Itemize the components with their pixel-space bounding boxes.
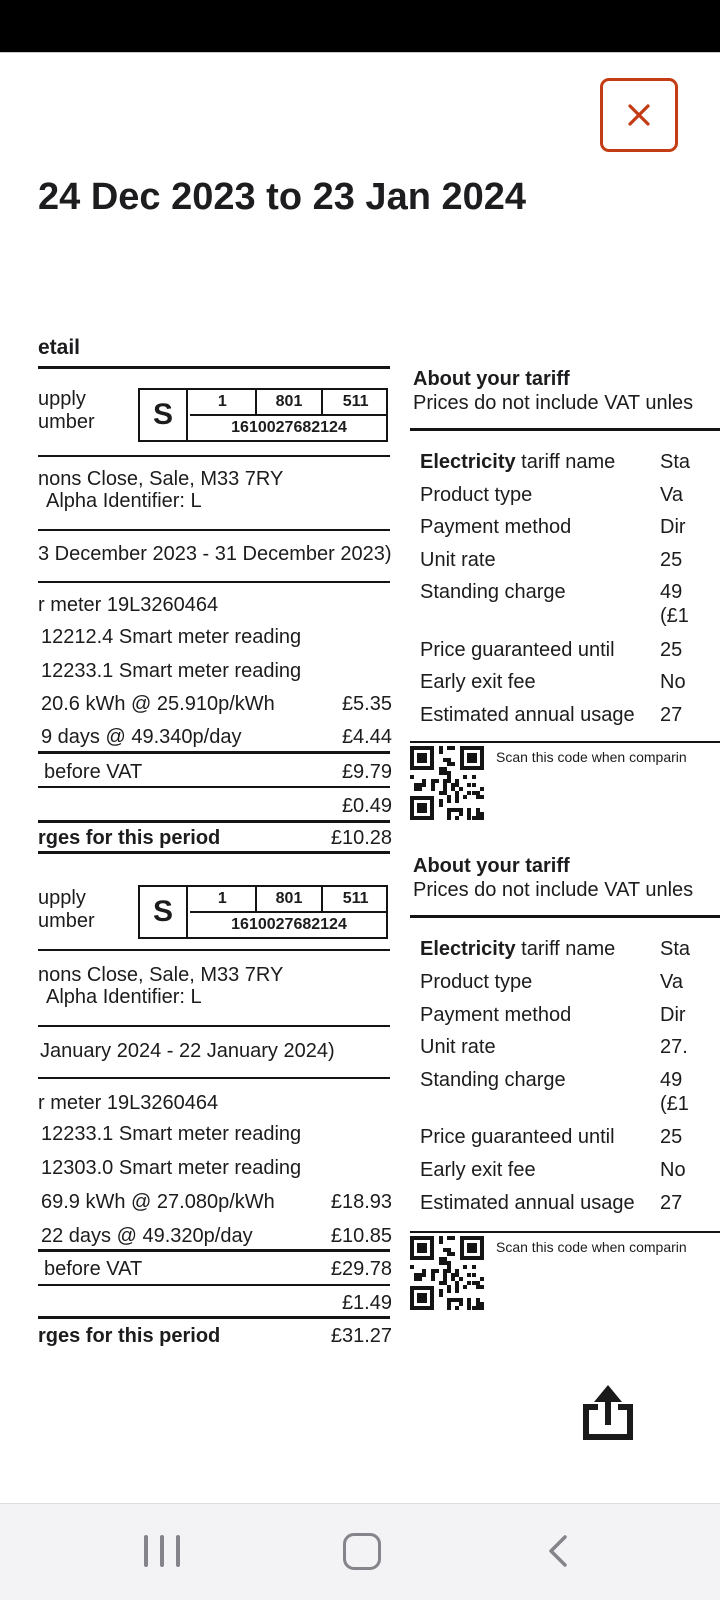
address-line: nons Close, Sale, M33 7RY: [38, 468, 284, 490]
qr-finder: [460, 746, 484, 770]
tariff-subheading: Prices do not include VAT unles: [413, 879, 694, 901]
total-label: rges for this period: [38, 827, 221, 849]
back-button[interactable]: [546, 1534, 570, 1568]
before-vat-amount: £9.79: [341, 761, 392, 783]
qr-finder: [410, 1236, 434, 1260]
supply-number-label: umber: [38, 411, 95, 433]
tariff-row-value: 25: [660, 639, 683, 661]
total-amount: £10.28: [330, 827, 392, 849]
tariff-row-label-rest: tariff name: [515, 938, 616, 960]
supply-number-label: upply: [38, 388, 86, 410]
tariff-row-label: Early exit fee: [420, 1159, 536, 1181]
supply-number-label: umber: [38, 910, 95, 932]
tariff-row-value: 49: [660, 581, 683, 603]
tariff-row-label: Unit rate: [420, 1036, 496, 1058]
qr-caption: Scan this code when comparin: [496, 1239, 687, 1255]
close-icon: [624, 100, 654, 130]
tariff-heading: About your tariff: [413, 368, 570, 390]
qr-finder: [410, 746, 434, 770]
tariff-row-label: Standing charge: [420, 581, 566, 603]
tariff-row-label: Estimated annual usage: [420, 704, 635, 726]
tariff-row-label: Standing charge: [420, 1069, 566, 1091]
tariff-row-label: Payment method: [420, 516, 572, 538]
tariff-row-label-bold: Electricity: [420, 938, 516, 960]
vat-amount: £1.49: [341, 1292, 392, 1314]
divider: [38, 786, 390, 788]
qr-finder: [410, 1286, 434, 1310]
vat-amount: £0.49: [341, 795, 392, 817]
divider: [38, 1249, 390, 1252]
divider: [38, 949, 390, 951]
divider: [38, 529, 390, 531]
tariff-row-label: Unit rate: [420, 549, 496, 571]
address-line: Alpha Identifier: L: [46, 986, 202, 1008]
divider: [410, 915, 720, 918]
before-vat-label: before VAT: [44, 761, 143, 783]
meter-reading: 12233.1 Smart meter reading: [41, 1123, 302, 1145]
meter-reading: 12303.0 Smart meter reading: [41, 1157, 302, 1179]
meter-reading: 12233.1 Smart meter reading: [41, 660, 302, 682]
mpan-serial: 1610027682124: [231, 419, 347, 436]
tariff-row-value: (£1: [660, 1093, 689, 1115]
tariff-row-label: Payment method: [420, 1004, 572, 1026]
mpan-cell: 1: [190, 390, 257, 414]
usage-row-label: 9 days @ 49.340p/day: [41, 726, 242, 748]
meter-line: r meter 19L3260464: [38, 594, 219, 616]
mpan-cell: 801: [257, 887, 324, 911]
divider: [38, 751, 390, 754]
usage-row-amount: £10.85: [330, 1225, 392, 1247]
mpan-cell: 1: [190, 887, 257, 911]
divider: [38, 581, 390, 583]
supply-number-label: upply: [38, 887, 86, 909]
divider: [38, 1316, 390, 1319]
tariff-row-value: (£1: [660, 605, 689, 627]
tariff-row-label: Price guaranteed until: [420, 639, 615, 661]
address-line: nons Close, Sale, M33 7RY: [38, 964, 284, 986]
tariff-subheading: Prices do not include VAT unles: [413, 392, 694, 414]
mpan-table: [138, 388, 388, 442]
meter-line: r meter 19L3260464: [38, 1092, 219, 1114]
tariff-row-value: 49: [660, 1069, 683, 1091]
divider: [38, 366, 390, 369]
tariff-row-value: Va: [660, 971, 683, 993]
tariff-row-label: [420, 450, 615, 474]
qr-caption: Scan this code when comparin: [496, 749, 687, 765]
home-button[interactable]: [343, 1533, 381, 1570]
qr-code: [410, 1236, 484, 1310]
mpan-cell: 801: [257, 390, 324, 414]
billing-period: 3 December 2023 - 31 December 2023): [38, 543, 392, 565]
usage-row-amount: £5.35: [341, 693, 392, 715]
tariff-row-value: No: [660, 1159, 686, 1181]
tariff-row-label: Early exit fee: [420, 671, 536, 693]
tariff-row-value: 27.: [660, 1036, 688, 1058]
usage-row-label: 20.6 kWh @ 25.910p/kWh: [41, 693, 275, 715]
total-amount: £31.27: [330, 1325, 392, 1347]
divider: [410, 741, 720, 743]
mpan-cell: 511: [342, 393, 369, 410]
section-heading: etail: [38, 336, 81, 359]
billing-period: January 2024 - 22 January 2024): [40, 1040, 335, 1062]
page-title: 24 Dec 2023 to 23 Jan 2024: [38, 176, 527, 218]
before-vat-amount: £29.78: [330, 1258, 392, 1280]
tariff-row-value: Sta: [660, 451, 691, 473]
tariff-row-value: 25: [660, 549, 683, 571]
divider: [38, 820, 390, 823]
recents-icon: [144, 1535, 148, 1567]
divider: [38, 1077, 390, 1079]
divider: [38, 851, 390, 854]
usage-row-amount: £18.93: [330, 1191, 392, 1213]
mpan-table: [138, 885, 388, 939]
tariff-row-value: 25: [660, 1126, 683, 1148]
total-label: rges for this period: [38, 1325, 221, 1347]
usage-row-label: 22 days @ 49.320p/day: [41, 1225, 253, 1247]
tariff-heading: About your tariff: [413, 855, 570, 877]
divider: [38, 1284, 390, 1286]
share-icon: [578, 1383, 638, 1443]
mpan-s: S: [140, 887, 188, 937]
usage-row-label: 69.9 kWh @ 27.080p/kWh: [41, 1191, 275, 1213]
recents-button[interactable]: [144, 1535, 180, 1567]
divider: [38, 455, 390, 457]
tariff-row-label-rest: tariff name: [515, 451, 616, 473]
tariff-row-value: Va: [660, 484, 683, 506]
before-vat-label: before VAT: [44, 1258, 143, 1280]
qr-code: [410, 746, 484, 820]
tariff-row-value: Dir: [660, 516, 686, 538]
tariff-row-value: No: [660, 671, 686, 693]
divider: [410, 1231, 720, 1233]
address-line: Alpha Identifier: L: [46, 490, 202, 512]
qr-finder: [410, 796, 434, 820]
qr-finder: [460, 1236, 484, 1260]
tariff-row-label: Estimated annual usage: [420, 1192, 635, 1214]
tariff-row-value: 27: [660, 704, 683, 726]
status-bar: [0, 0, 720, 53]
divider: [38, 1025, 390, 1027]
close-button[interactable]: [600, 78, 678, 152]
mpan-serial: 1610027682124: [231, 916, 347, 933]
tariff-row-label: Product type: [420, 971, 533, 993]
back-icon: [546, 1534, 570, 1568]
mpan-s: S: [140, 390, 188, 440]
tariff-row-label-bold: Electricity: [420, 451, 516, 473]
tariff-row-label: [420, 937, 615, 961]
tariff-row-label: Product type: [420, 484, 533, 506]
tariff-row-label: Price guaranteed until: [420, 1126, 615, 1148]
tariff-row-value: Sta: [660, 938, 691, 960]
divider: [410, 428, 720, 431]
tariff-row-value: Dir: [660, 1004, 686, 1026]
usage-row-amount: £4.44: [341, 726, 392, 748]
share-button[interactable]: [578, 1383, 638, 1443]
mpan-cell: 511: [342, 890, 369, 907]
meter-reading: 12212.4 Smart meter reading: [41, 626, 302, 648]
tariff-row-value: 27: [660, 1192, 683, 1214]
